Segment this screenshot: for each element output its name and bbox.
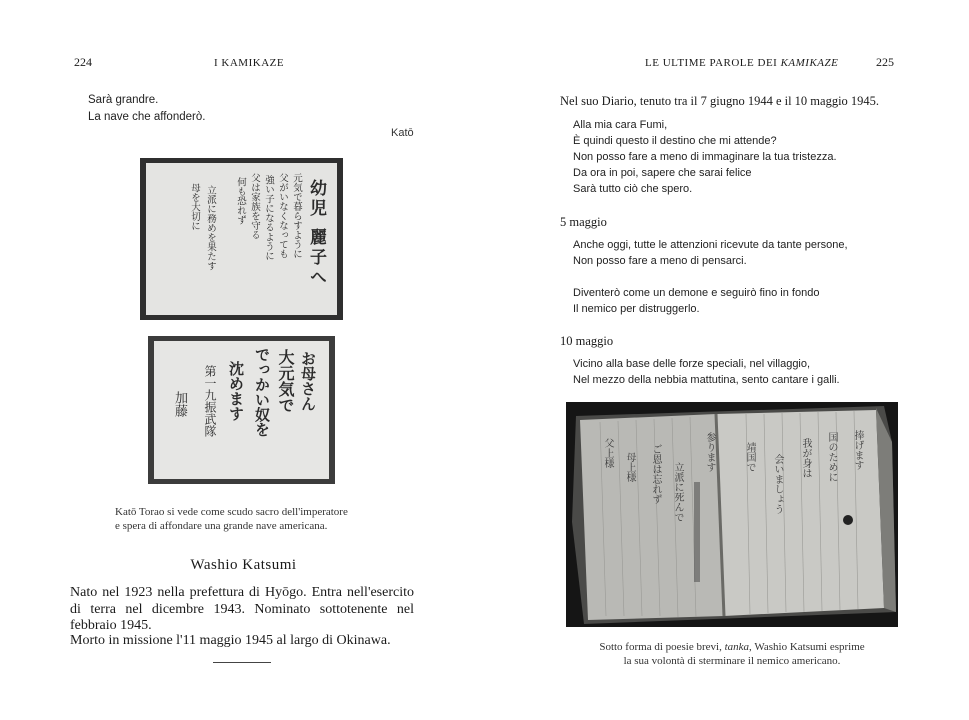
section-title: Washio Katsumi <box>190 557 297 573</box>
letter-column: 父がいなくなっても <box>277 173 288 259</box>
letter-column: 幼児 麗子へ <box>306 179 326 288</box>
photo-caption-right <box>566 640 898 668</box>
diary-column: 立派に死んで <box>672 462 683 522</box>
poem-line: Diventerò come un demone e seguirò fino in fondo <box>573 287 820 299</box>
poem-block-4 <box>573 356 840 388</box>
letter-column: 第一九振武隊 <box>203 365 217 437</box>
poem-line: Non posso fare a meno di immaginare la tua tristezza. <box>573 151 837 163</box>
running-head-italic: KAMIKAZE <box>780 57 839 69</box>
poem-block-1 <box>573 117 837 197</box>
caption-text: Sotto forma di poesie brevi, <box>599 641 725 653</box>
poem-block-2 <box>573 237 848 269</box>
letter-photo-1 <box>140 158 343 320</box>
diary-column: 会いましょう <box>772 454 783 514</box>
diary-column: 捧げます <box>852 430 863 470</box>
letter-column: 大元気で <box>276 349 295 413</box>
poem-line: Il nemico per distruggerlo. <box>573 303 700 315</box>
date-heading-1: 5 maggio <box>560 215 607 229</box>
poem-line: Alla mia cara Fumi, <box>573 119 668 131</box>
letter-column: 父は家族を守る <box>249 173 260 240</box>
date-heading-2: 10 maggio <box>560 334 614 348</box>
letter-column: 沈めます <box>227 361 245 421</box>
letter-paper <box>146 163 337 315</box>
letter-column: お母さん <box>299 351 317 411</box>
running-head-left: I KAMIKAZE <box>214 57 285 69</box>
page-number-left: 224 <box>74 55 92 69</box>
caption-line: e spera di affondare una grande nave americana. <box>115 520 328 532</box>
photo-caption-left <box>115 505 425 533</box>
caption-text: , Washio Katsumi esprime <box>749 641 865 653</box>
diary-column: 靖国で <box>744 442 755 472</box>
letter-column: 強い子になるように <box>263 175 274 261</box>
letter-paper <box>154 341 329 479</box>
letter-column: でっかい奴を <box>253 347 271 437</box>
poem-line: Da ora in poi, sapere che sarai felice <box>573 167 752 179</box>
diary-column: 我が身は <box>800 438 811 478</box>
poem-line: Anche oggi, tutte le attenzioni ricevute da tante persone, <box>573 239 848 251</box>
poem-signature: Katō <box>391 127 414 139</box>
bio-paragraph: Nato nel 1923 nella prefettura di Hyōgo. Entra nell'esercito di terra nel dicembre 1943. Nominato sottotenente nel febbraio 1945. <box>70 585 414 633</box>
caption-italic: tanka <box>724 641 750 653</box>
diary-book-shape <box>566 402 898 627</box>
caption-line: Katō Torao si vede come scudo sacro dell'imperatore <box>115 506 348 518</box>
letter-column: 加藤 <box>172 391 187 417</box>
letter-photo-2 <box>148 336 335 484</box>
diary-photo <box>566 402 898 627</box>
letter-column: 何も恐れず <box>235 177 246 225</box>
running-head-right <box>645 57 838 69</box>
diary-column: 父上様 <box>602 438 613 468</box>
page-number-right: 225 <box>876 55 894 69</box>
poem-line: Vicino alla base delle forze speciali, nel villaggio, <box>573 358 811 370</box>
caption-line: la sua volontà di sterminare il nemico americano. <box>623 655 841 667</box>
caption-line <box>566 640 898 654</box>
letter-column: 元気で暮らすように <box>291 173 302 259</box>
poem-block-left <box>88 92 205 126</box>
poem-line: Sarà tutto ciò che spero. <box>573 183 693 195</box>
poem-line: Non posso fare a meno di pensarci. <box>573 255 747 267</box>
diary-column: 国のために <box>826 432 837 482</box>
bio-last-line: Morto in missione l'11 maggio 1945 al largo di Okinawa. <box>70 633 391 648</box>
letter-column: 母を大切に <box>189 183 200 231</box>
diary-column: 参ります <box>704 432 715 472</box>
poem-block-3 <box>573 285 819 317</box>
diary-column: 母上様 <box>624 452 635 482</box>
letter-column: 立派に務めを果たす <box>205 185 216 271</box>
diary-intro: Nel suo Diario, tenuto tra il 7 giugno 1944 e il 10 maggio 1945. <box>560 94 880 108</box>
section-divider <box>213 662 271 663</box>
diary-column: ご恩は忘れず <box>650 444 661 504</box>
poem-line: La nave che affonderò. <box>88 111 206 123</box>
running-head-text: LE ULTIME PAROLE DEI <box>645 57 781 69</box>
poem-line: Nel mezzo della nebbia mattutina, sento cantare i galli. <box>573 374 840 386</box>
poem-line: Sarà grandre. <box>88 94 159 106</box>
poem-line: È quindi questo il destino che mi attende? <box>573 135 777 147</box>
